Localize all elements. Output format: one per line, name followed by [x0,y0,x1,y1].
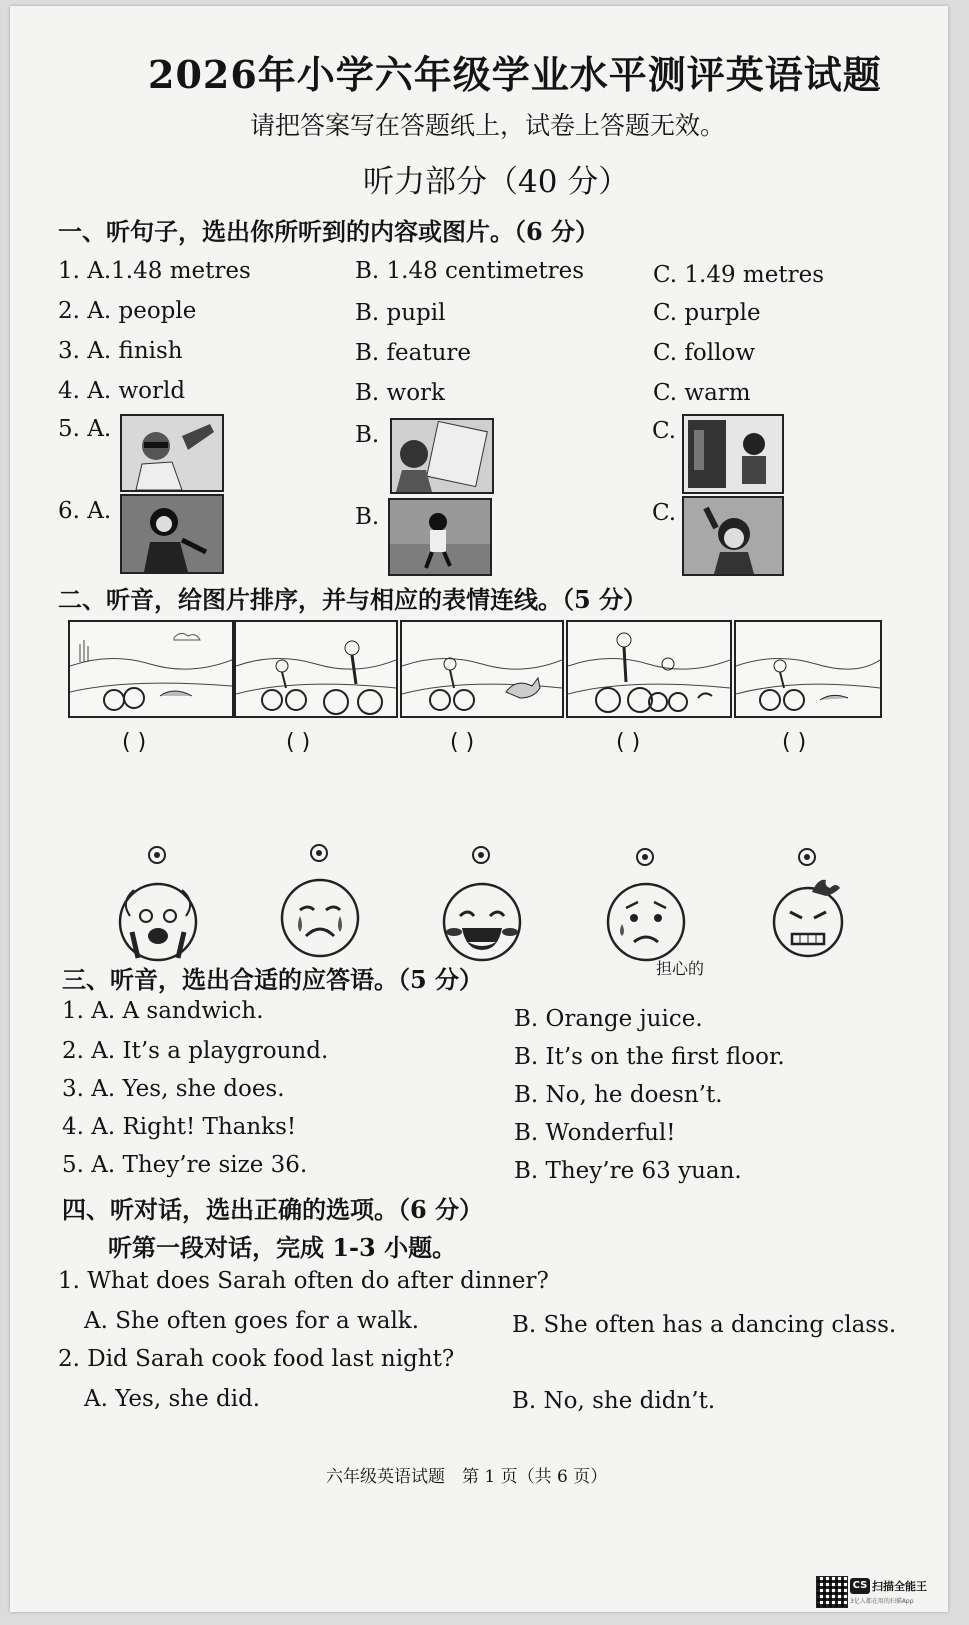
listening-part-title: 听力部分（40 分） [363,164,630,200]
s3-q5-option-a: 5. A. They’re size 36. [62,1152,308,1178]
s1-q5-label-b: B. [355,422,380,448]
s4-question-2: 2. Did Sarah cook food last night? [58,1346,455,1372]
connect-dot-2[interactable] [310,844,328,862]
s4-q1-option-b: B. She often has a dancing class. [512,1312,897,1338]
s4-q2-option-b: B. No, she didn’t. [512,1388,716,1414]
connect-dot-1[interactable] [148,846,166,864]
connect-dot-5[interactable] [798,848,816,866]
story-picture-1 [68,620,234,718]
s1-q3-option-c: C. follow [653,340,756,366]
s1-q6-label-b: B. [355,504,380,530]
s1-q2-option-c: C. purple [653,300,761,326]
section4-subheading: 听第一段对话，完成 1-3 小题。 [108,1233,457,1262]
q5-picture-a [120,414,224,492]
s3-q1-option-b: B. Orange juice. [514,1006,703,1032]
s1-q4-option-a: 4. A. world [58,378,186,404]
story-picture-5 [734,620,882,718]
s1-q4-option-b: B. work [355,380,445,406]
s3-q2-option-a: 2. A. It’s a playground. [62,1038,329,1064]
s1-q1-option-c: C. 1.49 metres [653,262,824,288]
section4-heading: 四、听对话，选出正确的选项。（6 分） [62,1195,484,1224]
s3-q4-option-a: 4. A. Right! Thanks! [62,1114,297,1140]
s1-q6-label-c: C. [652,500,677,526]
s3-q4-option-b: B. Wonderful! [514,1120,676,1146]
connect-dot-4[interactable] [636,848,654,866]
s4-q2-option-a: A. Yes, she did. [84,1386,261,1412]
s1-q3-option-b: B. feature [355,340,472,366]
s4-question-1: 1. What does Sarah often do after dinner? [58,1268,549,1294]
s1-q5-label-c: C. [652,418,677,444]
cs-scanner-logo-icon: CS [850,1578,870,1594]
order-blank-1[interactable]: ( ) [122,730,147,755]
s1-q2-option-b: B. pupil [355,300,446,326]
crying-face-icon [274,872,366,964]
story-picture-4 [566,620,732,718]
scanner-app-name: 扫描全能王 [872,1580,927,1593]
section1-heading: 一、听句子，选出你所听到的内容或图片。（6 分） [58,217,600,246]
scanner-app-slogan: 3亿人都在用的扫描App [850,1598,914,1605]
angry-face-icon [762,872,854,964]
s1-q1-option-b: B. 1.48 centimetres [355,258,585,284]
laughing-face-icon [436,876,528,968]
story-picture-3 [400,620,564,718]
s1-q1-option-a: 1. A.1.48 metres [58,258,251,284]
order-blank-2[interactable]: ( ) [286,730,311,755]
qr-code-icon [816,1576,848,1608]
s4-q1-option-a: A. She often goes for a walk. [84,1308,420,1334]
s3-q1-option-a: 1. A. A sandwich. [62,998,264,1024]
s1-q2-option-a: 2. A. people [58,298,197,324]
q6-picture-b [388,498,492,576]
s1-q6-label-a: 6. A. [58,498,112,524]
connect-dot-3[interactable] [472,846,490,864]
s3-q5-option-b: B. They’re 63 yuan. [514,1158,742,1184]
section2-heading: 二、听音，给图片排序，并与相应的表情连线。（5 分） [58,585,648,614]
q6-picture-c [682,496,784,576]
order-blank-4[interactable]: ( ) [616,730,641,755]
answer-notice: 请把答案写在答题纸上，试卷上答题无效。 [250,111,726,140]
story-picture-2 [234,620,398,718]
q6-picture-a [120,494,224,574]
q5-picture-b [390,418,494,494]
order-blank-3[interactable]: ( ) [450,730,475,755]
s1-q5-label-a: 5. A. [58,416,112,442]
scared-face-icon [112,876,204,968]
exam-title: 2026年小学六年级学业水平测评英语试题 [148,52,882,97]
page-footer: 六年级英语试题 第 1 页（共 6 页） [326,1467,608,1487]
order-blank-5[interactable]: ( ) [782,730,807,755]
s3-q3-option-b: B. No, he doesn’t. [514,1082,723,1108]
worried-label: 担心的 [656,959,705,978]
s3-q3-option-a: 3. A. Yes, she does. [62,1076,285,1102]
worried-face-icon [600,876,692,968]
s3-q2-option-b: B. It’s on the first floor. [514,1044,785,1070]
exam-page [10,6,948,1612]
s1-q4-option-c: C. warm [653,380,751,406]
s1-q3-option-a: 3. A. finish [58,338,183,364]
q5-picture-c [682,414,784,494]
section3-heading: 三、听音，选出合适的应答语。（5 分） [62,965,484,994]
